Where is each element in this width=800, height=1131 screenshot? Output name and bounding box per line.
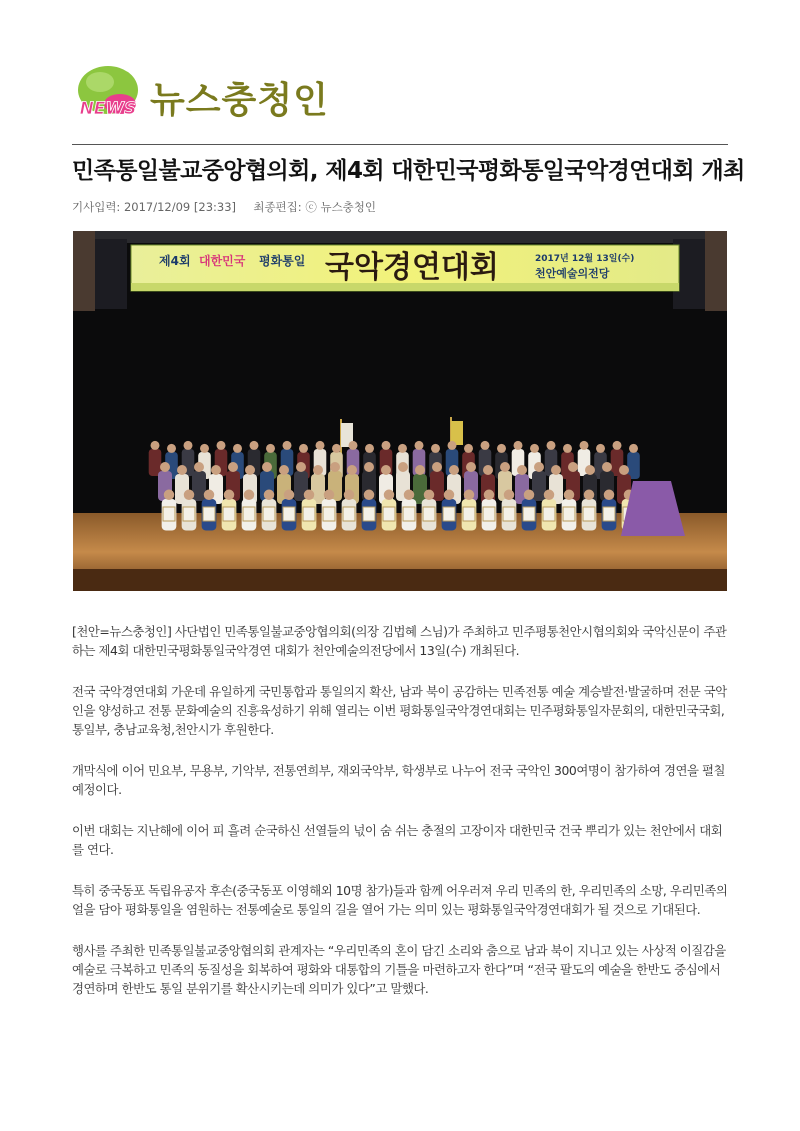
editor-label: 최종편집: xyxy=(253,200,302,214)
paragraph: 특히 중국동포 독립유공자 후손(중국동포 이영해외 10명 참가)들과 함께 어우러져 우리 민족의 한, 우리민족의 소망, 우리민족의 얼을 담아 평화통일을 염원하는 전통예술로 통일의 길을 열어 가는 의미 있는 평화통일국악경연대회가 될 것으로 기대된다. xyxy=(72,883,728,917)
banner-main: 국악경연대회 xyxy=(325,250,499,285)
editor-value: ⓒ 뉴스충청인 xyxy=(305,200,377,214)
article-meta xyxy=(72,199,376,215)
paragraph: 개막식에 이어 민요부, 무용부, 기악부, 전통연희부, 재외국악부, 학생부로 나누어 전국 국악인 300여명이 참가하여 경연을 펼칠 예정이다. xyxy=(72,763,726,797)
brand-name: 뉴스충청인 xyxy=(150,80,329,121)
article-photo xyxy=(73,231,727,591)
article-body xyxy=(72,622,732,1020)
news-logo-icon xyxy=(70,62,146,128)
date-label: 기사입력: xyxy=(72,200,121,214)
paragraph: [천안=뉴스충청인] 사단법인 민족통일불교중앙협의회(의장 김법혜 스님)가 주최하고 민주평통천안시협의회와 국악신문이 주관하는 제4회 대한민국평화통일국악경연 대회가 천안예술의전당에서 13일(수) 개최된다. xyxy=(72,624,727,658)
paragraph: 이번 대회는 지난해에 이어 피 흘려 순국하신 선열들의 넋이 숨 쉬는 충절의 고장이자 대한민국 건국 뿌리가 있는 천안에서 대회를 연다. xyxy=(72,823,723,857)
date-value: 2017/12/09 [23:33] xyxy=(123,200,237,214)
header-divider xyxy=(72,144,728,145)
paragraph: 전국 국악경연대회 가운데 유일하게 국민통합과 통일의지 확산, 남과 북이 공감하는 민족전통 예술 계승발전·발굴하며 전문 국악인을 양성하고 전통 문화예술의 진흥육성하기 위해 열리는 이번 평화통일국악경연대회는 민주평화통일자문회의, 대한민국국회, 통일부, 충남교육청,천안시가 후원한다. xyxy=(72,684,727,737)
logo-badge-text: NEWS xyxy=(79,99,137,119)
banner-venue: 천안예술의전당 xyxy=(535,267,610,280)
banner-country: 대한민국 xyxy=(199,254,246,268)
banner-date: 2017년 12월 13일(수) xyxy=(535,254,635,264)
banner-round: 제4회 xyxy=(159,254,191,268)
site-logo[interactable] xyxy=(70,62,330,128)
article-headline: 민족통일불교중앙협의회, 제4회 대한민국평화통일국악경연대회 개최 xyxy=(72,158,745,184)
banner-topic: 평화통일 xyxy=(259,254,306,268)
paragraph: 행사를 주최한 민족통일불교중앙협의회 관계자는 “우리민족의 혼이 담긴 소리와 춤으로 남과 북이 지니고 있는 사상적 이질감을 예술로 극복하고 민족의 동질성을 회복하여 평화와 대통합의 기틀을 마련하고자 한다”며 “전국 팔도의 예술을 한반도 중심에서 경연하며 한반도 통일 분위기를 확산시키는데 의미가 있다”고 말했다. xyxy=(72,943,726,996)
